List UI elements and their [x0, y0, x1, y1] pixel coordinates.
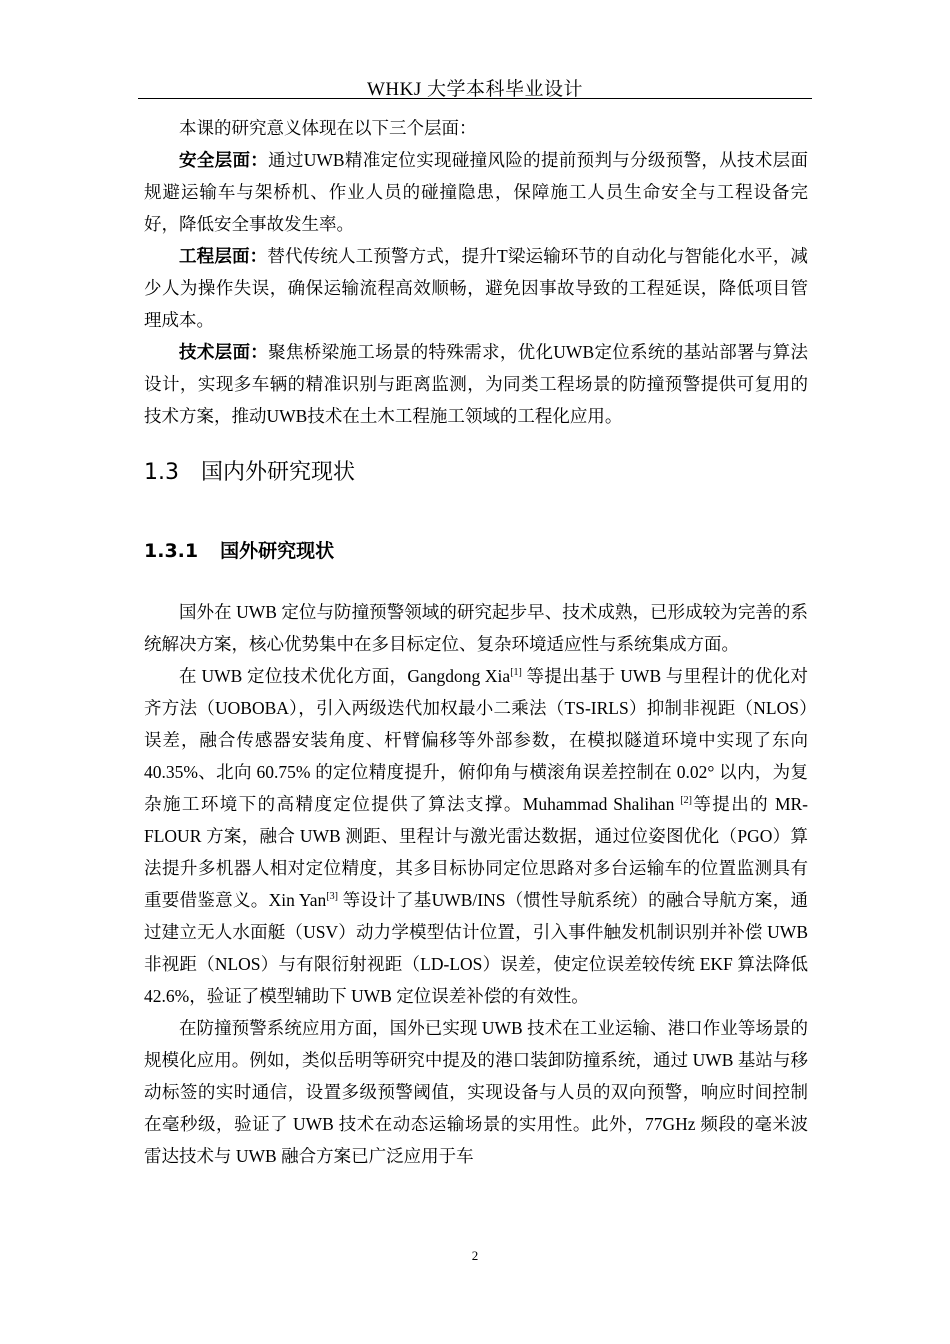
subsection-number: 1.3.1: [144, 540, 199, 562]
text-run: 等提出基于 UWB 与里程计的优化对齐方法（UOBOBA），引入两级迭代加权最小二乘法（TS-IRLS）抑制非视距（NLOS）误差，融合传感器安装角度、杆臂偏移等外部参数，在模拟隧道环境中实现了东向 40.35%、北向 60.75% 的定位精度提升，俯仰角与横滚角误差控制在 0.02° 以内，为复杂施工环境下的高精度定位提供了算法支撑。Muhammad Shalihan: [144, 666, 808, 814]
level-label: 技术层面：: [179, 342, 269, 362]
foreign-research-body: [144, 596, 808, 1172]
safety-level-paragraph: [144, 144, 808, 240]
citation-ref: [2]: [680, 795, 692, 807]
level-label: 工程层面：: [179, 246, 268, 266]
subsection-heading: [144, 536, 334, 563]
header-rule: [138, 98, 812, 99]
text-run: 在 UWB 定位技术优化方面，Gangdong Xia: [179, 666, 511, 686]
section-heading: [144, 455, 355, 486]
level-text: 通过UWB精准定位实现碰撞风险的提前预判与分级预警，从技术层面规避运输车与架桥机、作业人员的碰撞隐患，保障施工人员生命安全与工程设备完好，降低安全事故发生率。: [144, 150, 809, 234]
section-number: 1.3: [144, 460, 179, 485]
significance-block: [144, 112, 808, 432]
level-text: 聚焦桥梁施工场景的特殊需求，优化UWB定位系统的基站部署与算法设计，实现多车辆的精准识别与距离监测，为同类工程场景的防撞预警提供可复用的技术方案，推动UWB技术在土木工程施工领域的工程化应用。: [144, 342, 809, 426]
subsection-title: 国外研究现状: [220, 540, 335, 562]
technical-level-paragraph: [144, 336, 808, 432]
text-run: 等提出的 MR-FLOUR 方案，融合 UWB 测距、里程计与激光雷达数据，通过位姿图优化（PGO）算法提升多机器人相对定位精度，其多目标协同定位思路对多台运输车的位置监测具有重要借鉴意义。Xin Yan: [144, 794, 808, 910]
body-paragraph: [144, 660, 808, 1012]
header-title: WHKJ 大学本科毕业设计: [366, 79, 584, 100]
level-label: 安全层面：: [179, 150, 269, 170]
text-run: 等设计了基UWB/INS（惯性导航系统）的融合导航方案，通过建立无人水面艇（USV）动力学模型估计位置，引入事件触发机制识别并补偿 UWB 非视距（NLOS）与有限衍射视距（LD-LOS）误差，使定位误差较传统 EKF 算法降低 42.6%，验证了模型辅助下 UWB 定位误差补偿的有效性。: [144, 890, 808, 1006]
citation-ref: [1]: [510, 667, 522, 679]
engineering-level-paragraph: [144, 240, 808, 336]
body-paragraph: 在防撞预警系统应用方面，国外已实现 UWB 技术在工业运输、港口作业等场景的规模化应用。例如，类似岳明等研究中提及的港口装卸防撞系统，通过 UWB 基站与移动标签的实时通信，设置多级预警阈值，实现设备与人员的双向预警，响应时间控制在毫秒级，验证了 UWB 技术在动态运输场景的实用性。此外，77GHz 频段的毫米波雷达技术与 UWB 融合方案已广泛应用于车: [144, 1018, 808, 1166]
page-number: 2: [471, 1248, 479, 1263]
section-title: 国内外研究现状: [201, 460, 356, 485]
intro-paragraph: 本课的研究意义体现在以下三个层面：: [179, 118, 477, 138]
citation-ref: [3]: [326, 891, 338, 903]
level-text: 替代传统人工预警方式，提升T梁运输环节的自动化与智能化水平，减少人为操作失误，确保运输流程高效顺畅，避免因事故导致的工程延误，降低项目管理成本。: [144, 246, 809, 330]
body-paragraph: 国外在 UWB 定位与防撞预警领域的研究起步早、技术成熟，已形成较为完善的系统解决方案，核心优势集中在多目标定位、复杂环境适应性与系统集成方面。: [144, 602, 808, 654]
